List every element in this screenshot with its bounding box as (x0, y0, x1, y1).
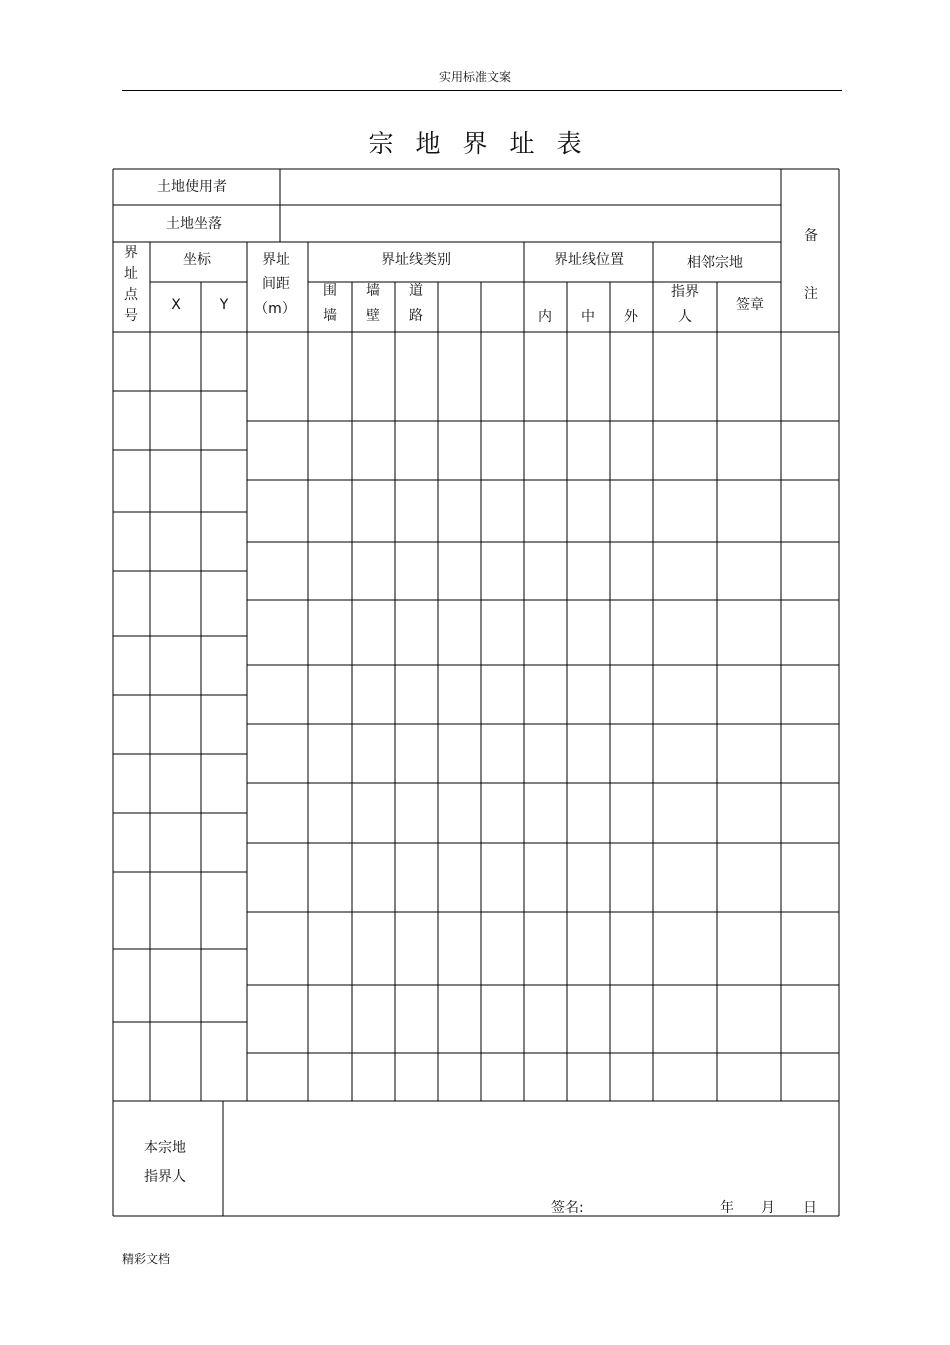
wall-label: 墙壁 (366, 283, 380, 324)
inner-label: 内 (538, 309, 552, 325)
land-user-label: 土地使用者 (157, 179, 227, 195)
wall-enclosure-label: 围墙 (323, 283, 337, 324)
page-title: 宗地界址表 (368, 129, 604, 158)
this-parcel-label-line1: 本宗地 (144, 1140, 186, 1156)
remark-label-top: 备 (804, 228, 818, 244)
coordinate-y-label: Y (219, 297, 229, 313)
coordinate-x-label: X (171, 297, 181, 313)
month-label: 月 (761, 1200, 775, 1216)
day-label: 日 (803, 1200, 817, 1216)
page-footer: 精彩文档 (122, 1252, 171, 1266)
adjacent-parcel-label: 相邻宗地 (687, 255, 743, 271)
line-position-label: 界址线位置 (554, 252, 624, 268)
remark-label-bottom: 注 (804, 286, 818, 302)
indicator-label-line1: 指界 (671, 284, 699, 300)
boundary-point-no-label: 界址点号 (124, 245, 138, 324)
year-label: 年 (720, 1200, 734, 1216)
spacing-unit-label: （m） (254, 301, 296, 317)
spacing-label-line2: 间距 (262, 276, 290, 292)
land-location-label: 土地坐落 (166, 216, 222, 232)
signature-label: 签名: (551, 1200, 584, 1216)
outer-label: 外 (624, 309, 638, 325)
spacing-label-line1: 界址 (262, 252, 290, 268)
page-header: 实用标准文案 (438, 70, 511, 84)
seal-label: 签章 (736, 297, 764, 313)
line-type-label: 界址线类别 (381, 252, 451, 268)
road-label: 道路 (409, 283, 423, 324)
middle-label: 中 (581, 309, 595, 325)
coordinate-label: 坐标 (183, 252, 211, 268)
this-parcel-label-line2: 指界人 (144, 1169, 186, 1185)
indicator-label-line2: 人 (678, 309, 692, 325)
